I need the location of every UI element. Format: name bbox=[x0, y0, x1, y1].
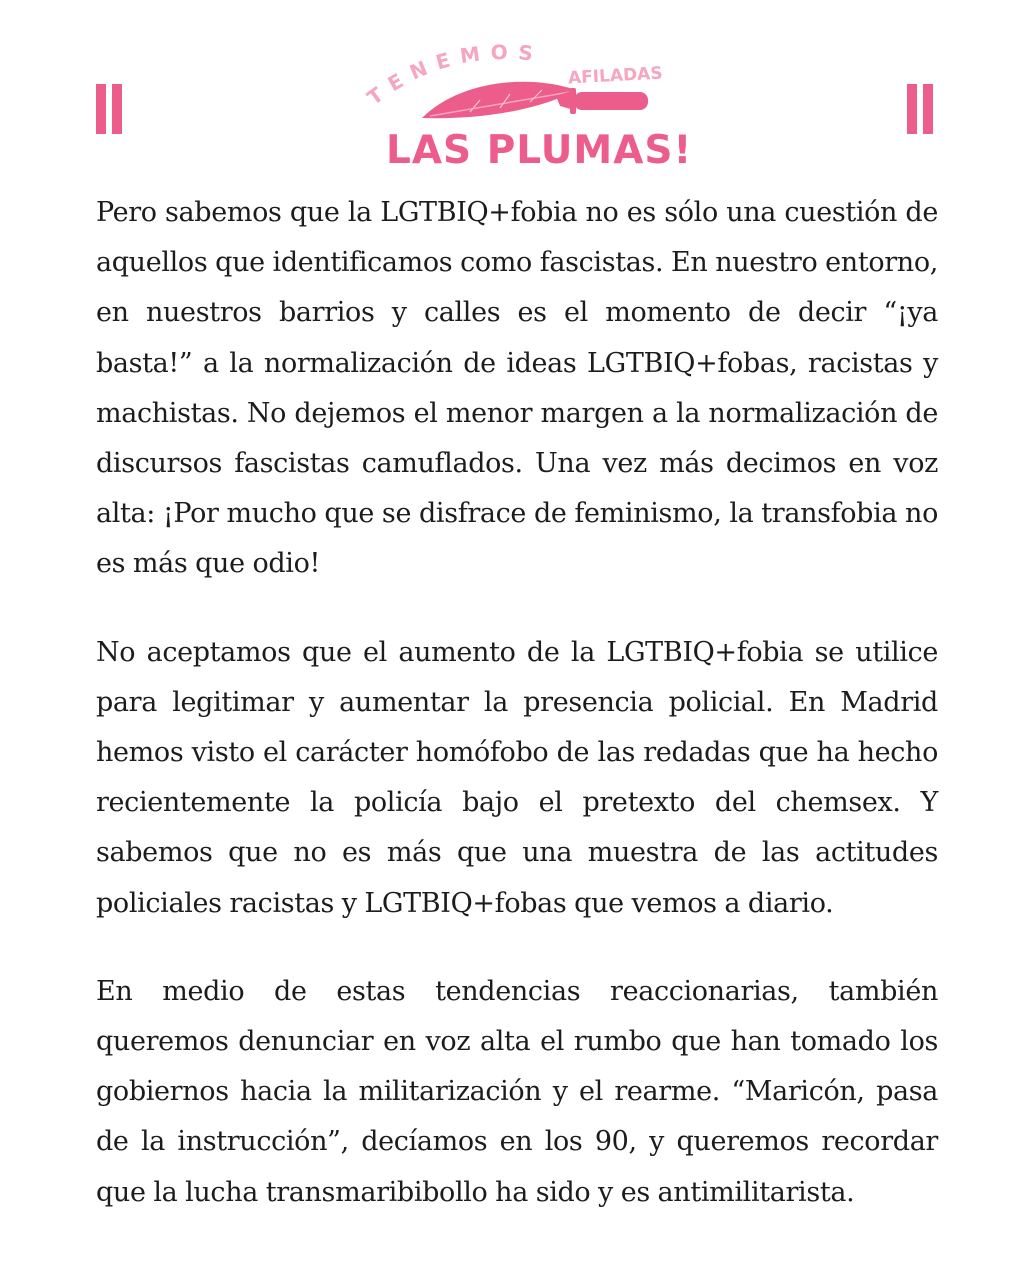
paragraph-2: No aceptamos que el aumento de la LGTBIQ+fobia se utilice para legitimar y aumentar la presencia policial. En Madrid hemos visto el carácter homófobo de las redadas que ha hecho recientemente la policía bajo el pretexto del chemsex. Y sabemos que no es más que una muestra de las actitudes policiales racistas y LGTBIQ+fobas que vemos a diario. bbox=[96, 636, 938, 919]
logo-afiladas-text: AFILADAS bbox=[567, 63, 664, 89]
quill-knife-icon bbox=[360, 40, 660, 140]
logo-arc-text: TENEMOS bbox=[362, 40, 544, 110]
tenemos-afiladas-las-plumas-logo bbox=[360, 40, 693, 173]
right-quote-bars-icon bbox=[907, 84, 933, 134]
paragraph-1: Pero sabemos que la LGTBIQ+fobia no es sólo una cuestión de aquellos que identificamos como fascistas. En nuestro entorno, en nuestros barrios y calles es el momento de decir “¡ya basta!” a la normalización de ideas LGTBIQ+fobas, racistas y machistas. No dejemos el menor margen a la normalización de discursos fascistas camuflados. Una vez más decimos en voz alta: ¡Por mucho que se disfrace de feminismo, la transfobia no es más que odio! bbox=[96, 197, 938, 580]
paragraph-3: En medio de estas tendencias reaccionarias, también queremos denunciar en voz alta el rumbo que han tomado los gobiernos hacia la militarización y el rearme. “Maricón, pasa de la instrucción”, decíamos en los 90, y queremos recordar que la lucha transmaribibollo ha sido y es antimilitarista. bbox=[96, 975, 938, 1208]
logo-title: LAS PLUMAS! bbox=[386, 128, 693, 173]
article-body bbox=[96, 188, 938, 1256]
left-quote-bars-icon bbox=[96, 84, 122, 134]
